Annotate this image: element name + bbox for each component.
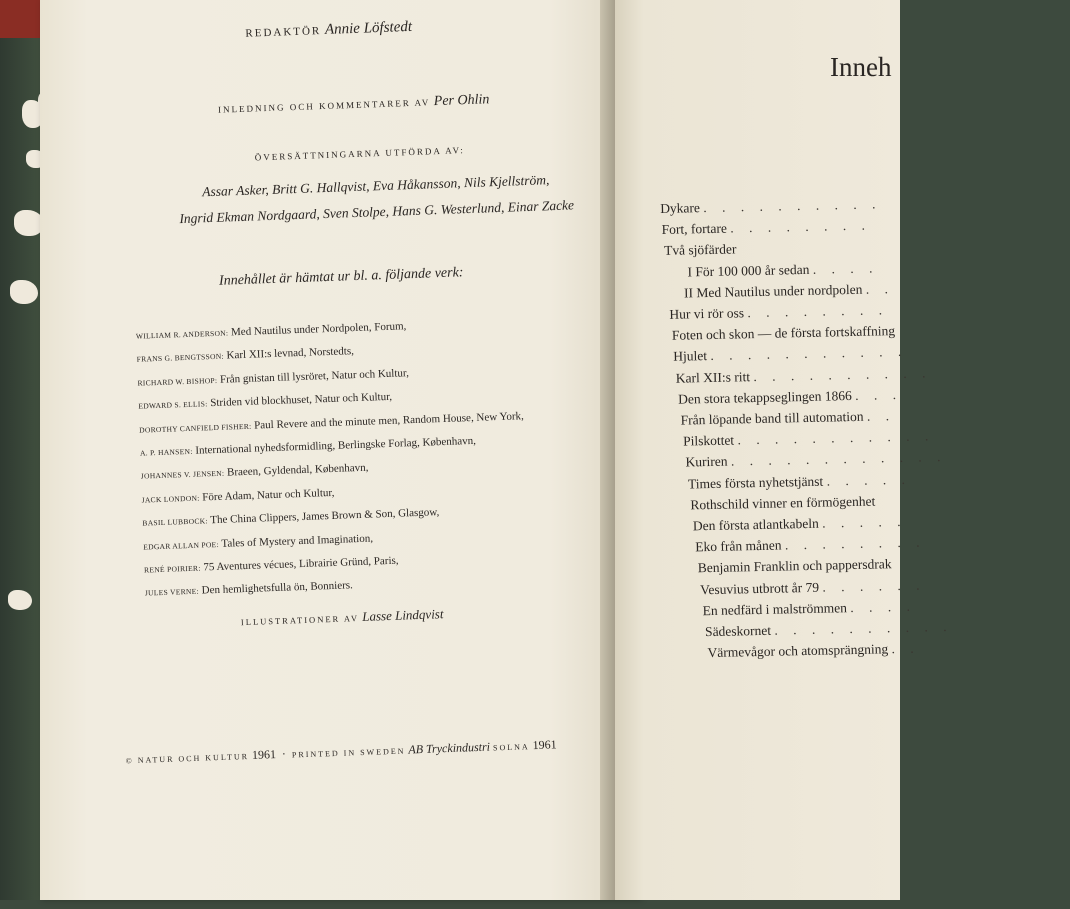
toc-entry-title: Pilskottet — [683, 433, 734, 449]
toc-title: Inneh — [830, 52, 891, 83]
toc-entry-title: Två sjöfärder — [664, 242, 737, 259]
toc-entry-title: Foten och skon — de första fortskaffning — [672, 323, 895, 343]
source-author: FRANS G. BENGTSSON: — [137, 352, 224, 364]
copyright-year: 1961 — [252, 747, 276, 762]
toc-entry-title: Värmevågor och atomsprängning — [707, 642, 888, 661]
toc-leader-dots: . . . . . . . . . . . — [710, 344, 907, 363]
translators-list — [165, 166, 587, 233]
translators-line: Ingrid Ekman Nordgaard, Sven Stolpe, Hans G. Westerlund, Einar Zacke — [166, 192, 587, 233]
source-work: Karl XII:s levnad, Norstedts, — [226, 346, 354, 362]
toc-leader-dots: . . . . . . . . . . — [703, 196, 881, 215]
toc-leader-dots: . . . . . . . . — [747, 302, 888, 320]
toc-leader-dots: . . — [867, 408, 895, 424]
intro-name: Per Ohlin — [434, 92, 490, 109]
title-verso-content — [44, 0, 615, 909]
toc-entry-title: Från löpande band till automation — [680, 409, 863, 428]
toc-entry-title: Hjulet — [673, 348, 707, 364]
source-author: EDWARD S. ELLIS: — [138, 399, 207, 410]
source-author: JACK LONDON: — [141, 493, 199, 504]
toc-entry-title: Vesuvius utbrott år 79 — [700, 579, 819, 596]
toc-leader-dots: . . . . — [850, 599, 916, 615]
source-author: RENÉ POIRIER: — [144, 564, 201, 575]
toc-entry-title: Den stora tekappseglingen 1866 — [678, 388, 852, 407]
illustrations-credit — [241, 606, 444, 629]
toc-leader-dots: . . . . . . . . — [785, 535, 926, 553]
toc-entry-title: Dykare — [660, 200, 700, 216]
toc-leader-dots: . . . . . . . . . . . — [737, 429, 934, 448]
toc-leader-dots: . . . . . . . . . . — [753, 365, 931, 384]
source-work: International nyhedsformidling, Berlingske Forlag, København, — [195, 435, 476, 457]
source-author: JOHANNES V. JENSEN: — [141, 469, 225, 481]
source-author: A. P. HANSEN: — [140, 447, 193, 458]
toc-leader-dots: . . . . . — [822, 514, 907, 531]
toc-leader-dots: . . — [891, 641, 919, 657]
translators-line: Assar Asker, Britt G. Hallqvist, Eva Håkansson, Nils Kjellström, — [165, 166, 586, 207]
toc-list — [660, 190, 1070, 665]
toc-entry-title: Eko från månen — [695, 538, 782, 555]
toc-leader-dots: . . — [866, 281, 894, 297]
printer-name: AB Tryckindustri — [408, 740, 490, 757]
source-author: RICHARD W. BISHOP: — [137, 376, 217, 388]
source-work: Den hemlighetsfulla ön, Bonniers. — [201, 580, 353, 597]
toc-entry-title: Karl XII:s ritt — [676, 369, 751, 386]
toc-entry-title: Fort, fortare — [662, 221, 728, 237]
source-author: WILLIAM R. ANDERSON: — [136, 328, 229, 340]
source-author: BASIL LUBBOCK: — [142, 517, 208, 528]
editor-label: REDAKTÖR — [245, 25, 321, 40]
sources-heading: Innehållet är hämtat ur bl. a. följande verk: — [219, 265, 464, 290]
printed-in: PRINTED IN SWEDEN — [292, 747, 406, 760]
source-work: Paul Revere and the minute men, Random House, New York, — [254, 410, 524, 431]
toc-entry-title: II Med Nautilus under nordpolen — [684, 282, 863, 301]
toc-entry-title: Den första atlantkabeln — [693, 516, 819, 534]
print-location: SOLNA — [493, 742, 530, 752]
source-work: 75 Aventures vécues, Librairie Gründ, Paris, — [203, 555, 399, 574]
translations-heading: ÖVERSÄTTNINGARNA UTFÖRDA AV: — [255, 145, 465, 162]
toc-leader-dots: . . . — [855, 387, 902, 403]
table-of-contents-page — [655, 0, 900, 900]
copyright-publisher: © NATUR OCH KULTUR — [126, 752, 250, 765]
toc-entry-title: Rothschild vinner en förmögenhet — [690, 493, 875, 512]
toc-entry-title: En nedfärd i malströmmen — [702, 600, 847, 618]
toc-entry-title: Times första nyhetstjänst — [688, 473, 824, 491]
illustrations-label: ILLUSTRATIONER AV — [241, 613, 359, 627]
illustrations-name: Lasse Lindqvist — [362, 606, 444, 624]
toc-leader-dots: . . . . . — [826, 471, 911, 488]
print-year: 1961 — [532, 737, 556, 752]
toc-leader-dots: . . . . . . . . . . . . — [731, 449, 947, 469]
toc-leader-dots: . . . . . . . . . . — [774, 619, 952, 638]
toc-entry-title: I För 100 000 år sedan — [687, 261, 809, 279]
source-work: Före Adam, Natur och Kultur, — [202, 487, 334, 504]
source-work: Tales of Mystery and Imagination, — [221, 532, 373, 549]
source-work: The China Clippers, James Brown & Son, Glasgow, — [210, 506, 439, 526]
toc-leader-dots: . . . . . . — [822, 577, 925, 594]
separator-dot: · — [279, 747, 289, 761]
introduction-credit — [218, 92, 490, 117]
source-work: Braeen, Gyldendal, København, — [227, 462, 369, 479]
source-work: Striden vid blockhuset, Natur och Kultur, — [210, 391, 392, 409]
toc-leader-dots: . . . . — [813, 260, 879, 276]
source-author: EDGAR ALLAN POE: — [143, 540, 219, 552]
toc-leader-dots: . . . . . . . . — [730, 218, 871, 236]
source-author: DOROTHY CANFIELD FISHER: — [139, 421, 252, 434]
sources-list — [136, 308, 626, 605]
source-author: JULES VERNE: — [145, 587, 199, 598]
intro-label: INLEDNING OCH KOMMENTARER AV — [218, 97, 431, 114]
source-work: Från gnistan till lysröret, Natur och Kultur, — [220, 367, 409, 386]
toc-entry-title: Sädeskornet — [705, 623, 771, 639]
toc-entry-title: Benjamin Franklin och pappersdrak — [698, 557, 892, 576]
toc-entry-title: Kuriren — [685, 454, 727, 470]
source-work: Med Nautilus under Nordpolen, Forum, — [231, 320, 407, 338]
editor-name: Annie Löfstedt — [325, 19, 413, 38]
editor-credit — [245, 19, 412, 42]
toc-entry-title: Hur vi rör oss — [669, 305, 744, 322]
colophon — [125, 737, 556, 767]
